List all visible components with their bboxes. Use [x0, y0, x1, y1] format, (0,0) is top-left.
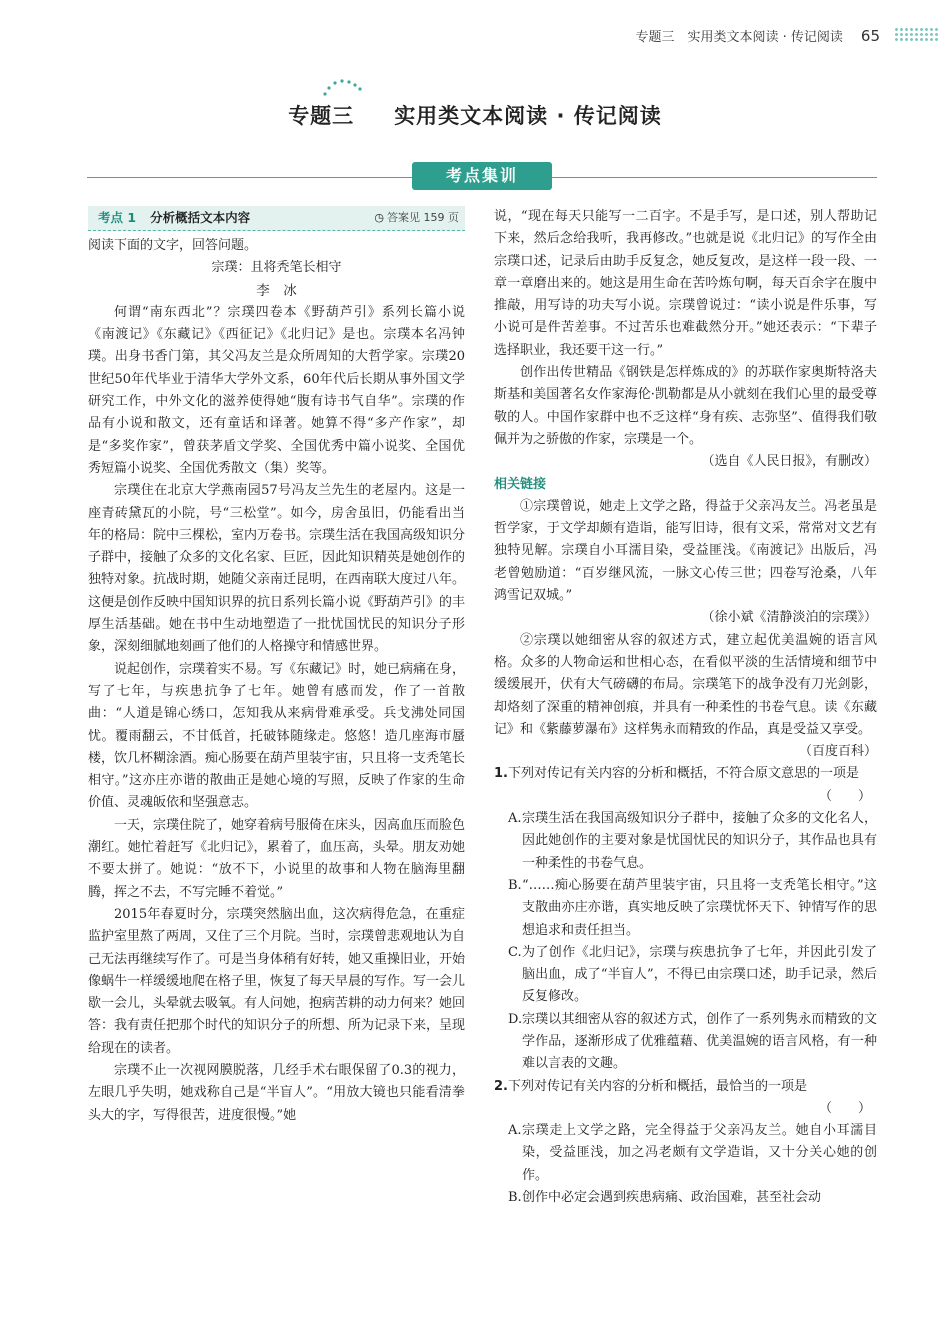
question-stem: 下列对传记有关内容的分析和概括，不符合原文意思的一项是 [508, 766, 860, 782]
decorative-dot-grid [894, 27, 938, 41]
answer-blank[interactable]: （ ） [818, 1100, 871, 1116]
instruction: 阅读下面的文字，回答问题。 [88, 238, 258, 253]
answer-blank[interactable]: （ ） [818, 788, 871, 804]
banner-label: 考点集训 [412, 162, 552, 190]
option-letter: B. [508, 877, 522, 893]
option-letter: D. [508, 1011, 523, 1027]
option[interactable] [494, 875, 877, 942]
option[interactable] [494, 1187, 877, 1209]
kaodian-name: 分析概括文本内容 [150, 209, 251, 225]
kaodian-number: 考点 1 [98, 209, 137, 225]
running-head [636, 26, 881, 45]
question-1 [494, 763, 877, 785]
option[interactable] [494, 942, 877, 1009]
answer-reference: 答案见 159 页 [387, 210, 459, 224]
option-letter: A. [508, 1123, 522, 1139]
option-text: 宗璞以其细密从容的叙述方式，创作了一系列隽永而精致的文学作品，逐渐形成了优雅蕴藉、优美温婉的语言风格，有一种难以言表的文趣。 [522, 1011, 877, 1072]
page-number: 65 [860, 26, 880, 45]
option-text: 创作中必定会遇到疾患病痛、政治国难，甚至社会动 [522, 1190, 822, 1206]
related-source: （百度百科） [798, 744, 877, 760]
article-title: 宗璞：且将秃笔长相守 [211, 260, 342, 276]
clock-icon: ◷ [374, 210, 384, 224]
option[interactable] [494, 1120, 877, 1187]
option[interactable] [494, 1009, 877, 1076]
section-banner [87, 162, 877, 190]
related-item: ②宗璞以她细密从容的叙述方式，建立起优美温婉的语言风格。众多的人物命运和世相心态，在看似平淡的生活情境和细节中缓缓展开，伏有大气磅礴的布局。宗璞笔下的战争没有刀光剑影，却烙刻了深重的精神创痕，并具有一种柔性的书卷气息。读《东藏记》和《紫藤萝瀑布》这样隽永而精致的作品，真是受益又享受。 [494, 632, 877, 737]
option-letter: B. [508, 1190, 522, 1206]
option-letter: A. [508, 811, 522, 827]
running-head-section: 专题三 实用类文本阅读 · 传记阅读 [635, 30, 843, 45]
option-letter: C. [508, 944, 522, 960]
right-column [494, 206, 877, 1209]
article-paragraph: 2015年春夏时分，宗璞突然脑出血，这次病得危急，在重症监护室里熬了两周，又住了三个月院。当时，宗璞曾悲观地认为自己无法再继续写作了。可是当身体稍有好转，她又重操旧业，开始像蜗牛一样缓缓地爬在格子里，恢复了每天早晨的写作。写一会儿歇一会儿，头晕就去吸氧。有人问她，抱病苦耕的动力何来？她回答：我有责任把那个时代的知识分子的所想、所为记录下来，呈现给现在的读者。 [88, 906, 466, 1056]
related-source: （徐小斌《清静淡泊的宗璞》） [701, 610, 877, 626]
title-part2: 实用类文本阅读 · 传记阅读 [394, 104, 662, 128]
article-paragraph: 宗璞住在北京大学燕南园57号冯友兰先生的老屋内。这是一座青砖黛瓦的小院，号“三松堂”。如今，房舍虽旧，仍能看出当年的格局：院中三棵松，室内万卷书。宗璞生活在我国高级知识分子群中，接触了众多的文化名家、巨匠，因此知识精英是她创作的独特对象。抗战时期，她随父亲南迁昆明，在西南联大度过八年。这便是创作反映中国知识界的抗日系列长篇小说《野葫芦引》的丰厚生活基础。她在书中生动地塑造了一批忧国忧民的知识分子形象，深刻细腻地刻画了他们的人格操守和情感世界。 [88, 483, 466, 655]
related-links-heading: 相关链接 [494, 476, 547, 492]
article-paragraph: 说起创作，宗璞着实不易。写《东藏记》时，她已病痛在身，写了七年，与疾患抗争了七年。她曾有感而发，作了一首散曲：“人道是锦心绣口，怎知我从来病骨难承受。兵戈沸处同国忧。覆雨翻云，不甘低首，托破钵随缘走。悠悠！造几座海市蜃楼，饮几杯糊涂酒。痴心肠要在葫芦里装宇宙，只且将一支秃笔长相守。”这亦庄亦谐的散曲正是她心境的写照，反映了作家的生命价值、灵魂皈依和坚强意志。 [88, 661, 466, 811]
option-text: 为了创作《北归记》，宗璞与疾患抗争了七年，并因此引发了脑出血，成了“半盲人”，不得已由宗璞口述，助手记录，然后反复修改。 [522, 944, 877, 1005]
option-text: 宗璞生活在我国高级知识分子群中，接触了众多的文化名人，因此她创作的主要对象是忧国忧民的知识分子，其作品也具有一种柔性的书卷气息。 [522, 811, 877, 871]
article-paragraph: 一天，宗璞住院了，她穿着病号服倚在床头，因高血压而脸色潮红。她忙着赶写《北归记》，累着了，血压高，头晕。朋友劝她不要太拼了。她说：“放不下，小说里的故事和人物在脑海里翻腾，挥之不去，不写完睡不着觉。” [88, 817, 466, 900]
option-text: 宗璞走上文学之路，完全得益于父亲冯友兰。她自小耳濡目染，受益匪浅，加之冯老颇有文学造诣，又十分关心她的创作。 [522, 1123, 877, 1183]
question-number: 1. [494, 766, 508, 782]
article-author: 李 冰 [256, 282, 297, 299]
article-paragraph: 创作出传世精品《钢铁是怎样炼成的》的苏联作家奥斯特洛夫斯基和美国著名女作家海伦·凯勒都是从小就刻在我们心里的最受尊敬的人。中国作家群中也不乏这样“身有疾、志弥坚”、值得我们敬佩并为之骄傲的作家，宗璞是一个。 [494, 365, 877, 447]
article-paragraph-split: 宗璞不止一次视网膜脱落，几经手术右眼保留了0.3的视力，左眼几乎失明，她戏称自己是“半盲人”。“用放大镜也只能看清拳头大的字，写得很苦，进度很慢。”她 [88, 1062, 465, 1123]
article-source: （选自《人民日报》，有删改） [701, 454, 877, 470]
option[interactable] [494, 808, 877, 875]
article-paragraph: 何谓“南东西北”？宗璞四卷本《野葫芦引》系列长篇小说《南渡记》《东藏记》《西征记》《北归记》是也。宗璞本名冯钟璞。出身书香门第，其父冯友兰是众所周知的大哲学家。宗璞20世纪50年代毕业于清华大学外文系，60年代后长期从事外国文学研究工作，中外文化的滋养使得她“腹有诗书气自华”。宗璞的作品有小说和散文，还有童话和译著。她算不得“多产作家”，却是“多奖作家”，曾获茅盾文学奖、全国优秀中篇小说奖、全国优秀短篇小说奖、全国优秀散文（集）奖等。 [88, 304, 465, 476]
question-2 [494, 1076, 877, 1098]
option-text: “……痴心肠要在葫芦里装宇宙，只且将一支秃笔长相守。”这支散曲亦庄亦谐，真实地反映了宗璞忧怀天下、钟情写作的思想追求和责任担当。 [522, 877, 877, 938]
left-column [88, 206, 465, 1127]
article-paragraph-continued: 说，“现在每天只能写一二百字。不是手写，是口述，别人帮助记下来，然后念给我听，我再修改。”也就是说《北归记》的写作全由宗璞口述，记录后由助手反复念，她反复改，是这样一段一段、一章一章磨出来的。她这是用生命在苦吟炼句啊，每天百余字在腹中推敲，用写诗的功夫写小说。宗璞曾说过：“读小说是件乐事，写小说可是件苦差事。不过苦乐也难截然分开。”她还表示：“下辈子选择职业，我还要干这一行。” [494, 209, 877, 358]
kaodian-bar [88, 206, 465, 231]
question-number: 2. [494, 1078, 508, 1094]
question-stem: 下列对传记有关内容的分析和概括，最恰当的一项是 [508, 1078, 808, 1094]
decorative-arc-dots [322, 77, 364, 97]
related-item: ①宗璞曾说，她走上文学之路，得益于父亲冯友兰。冯老虽是哲学家，于文学却颇有造诣，能写旧诗，很有文采，常常对文艺有独特见解。宗璞自小耳濡目染，受益匪浅。《南渡记》出版后，冯老曾勉励道：“百岁继风流，一脉文心传三世；四卷写沧桑，八年鸿雪记双城。” [494, 498, 877, 604]
page-title [0, 100, 950, 130]
title-part1: 专题三 [288, 104, 355, 128]
